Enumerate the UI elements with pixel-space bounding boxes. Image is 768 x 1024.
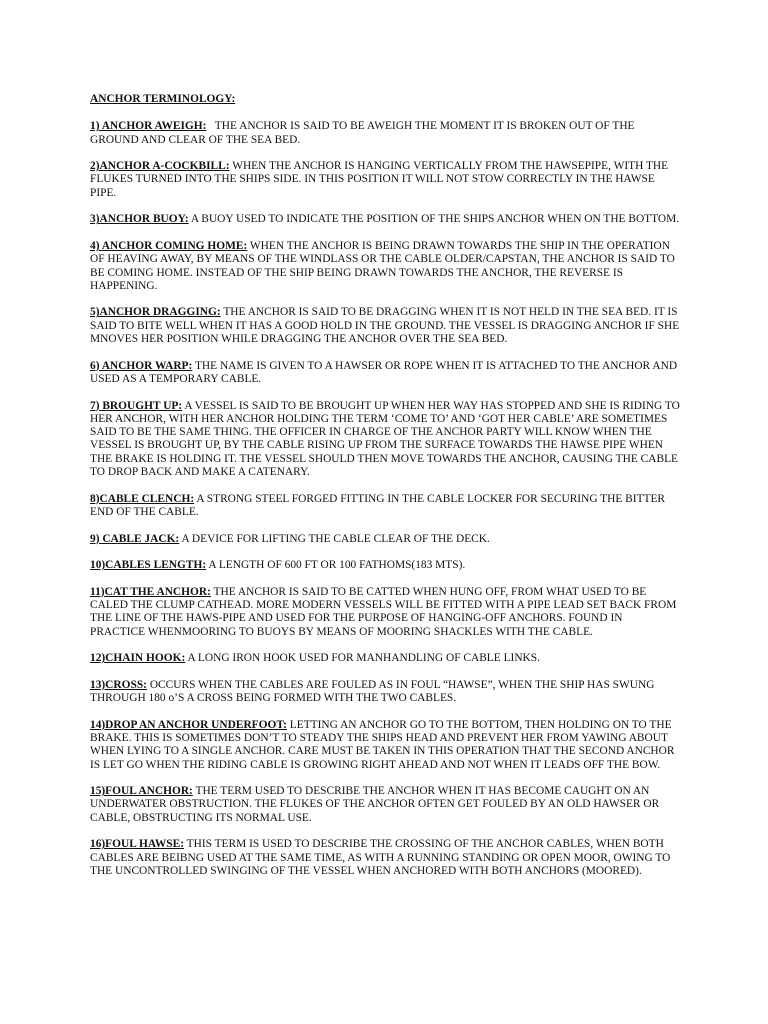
entry-cables-length bbox=[90, 559, 680, 572]
entry-term: 5)ANCHOR DRAGGING: bbox=[90, 306, 221, 319]
entry-cable-clench bbox=[90, 493, 680, 520]
entry-term: 8)CABLE CLENCH: bbox=[90, 492, 195, 505]
entry-definition: THE ANCHOR IS SAID TO BE AWEIGH THE MOMENT IT IS BROKEN OUT OF THE GROUND AND CLEAR OF THE SEA BED. bbox=[90, 120, 635, 146]
entry-foul-anchor bbox=[90, 785, 680, 825]
entry-term: 14)DROP AN ANCHOR UNDERFOOT: bbox=[90, 718, 287, 731]
document-title: ANCHOR TERMINOLOGY: bbox=[90, 93, 236, 105]
entry-definition: LETTING AN ANCHOR GO TO THE BOTTOM, THEN HOLDING ON TO THE BRAKE. THIS IS SOMETIMES DON’T TO STEADY THE SHIPS HEAD AND PREVENT HER FROM YAWING ABOUT WHEN LYING TO A SINGLE ANCHOR. CARE MUST BE TAKEN IN THIS OPERATION THAT THE SECOND ANCHOR IS LET GO WHEN THE RIDING CABLE IS GROWING RIGHT AHEAD AND NOT WHEN IT LEADS OFF THE BOW. bbox=[90, 718, 675, 771]
entry-definition: A BUOY USED TO INDICATE THE POSITION OF THE SHIPS ANCHOR WHEN ON THE BOTTOM. bbox=[190, 213, 680, 226]
entry-drop-an-anchor-underfoot bbox=[90, 719, 680, 772]
entry-cable-jack bbox=[90, 533, 680, 546]
entry-term: 7) BROUGHT UP: bbox=[90, 399, 183, 412]
entry-term: 12)CHAIN HOOK: bbox=[90, 652, 186, 665]
entry-anchor-aweigh bbox=[90, 120, 680, 147]
entry-term: 4) ANCHOR COMING HOME: bbox=[90, 239, 248, 252]
entry-term: 6) ANCHOR WARP: bbox=[90, 359, 193, 372]
entry-definition: THIS TERM IS USED TO DESCRIBE THE CROSSING OF THE ANCHOR CABLES, WHEN BOTH CABLES ARE BEIBNG USED AT THE SAME TIME, AS WITH A RUNNING STANDING OR OPEN MOOR, OWING TO THE UNCONTROLLED SWINGING OF THE VESSEL WHEN ANCHORED WITH BOTH ANCHORS (MOORED). bbox=[90, 838, 671, 877]
entry-definition: A STRONG STEEL FORGED FITTING IN THE CABLE LOCKER FOR SECURING THE BITTER END OF THE CABLE. bbox=[90, 492, 666, 518]
entry-cat-the-anchor bbox=[90, 586, 680, 639]
entry-definition: THE ANCHOR IS SAID TO BE DRAGGING WHEN IT IS NOT HELD IN THE SEA BED. IT IS SAID TO BITE WELL WHEN IT HAS A GOOD HOLD IN THE GROUND. THE VESSEL IS DRAGGING ANCHOR IF SHE MNOVES HER POSITION WHILE DRAGGING THE ANCHOR OVER THE SEA BED. bbox=[90, 306, 680, 346]
entry-term: 10)CABLES LENGTH: bbox=[90, 559, 207, 572]
document-page bbox=[90, 93, 680, 892]
entry-definition: THE TERM USED TO DESCRIBE THE ANCHOR WHEN IT HAS BECOME CAUGHT ON AN UNDERWATER OBSTRUCTION. THE FLUKES OF THE ANCHOR OFTEN GET FOULED BY AN OLD HAWSER OR CABLE, OBSTRUCTING ITS NORMAL USE. bbox=[90, 785, 660, 824]
entry-definition: A VESSEL IS SAID TO BE BROUGHT UP WHEN HER WAY HAS STOPPED AND SHE IS RIDING TO HER ANCHOR, WITH HER ANCHOR HOLDING THE TERM ‘COME TO’ AND ‘GOT HER CABLE’ ARE SOMETIMES SAID TO BE THE SAME THING. THE OFFICER IN CHARGE OF THE ANCHOR PARTY WILL KNOW WHEN THE VESSEL IS BROUGHT UP, BY THE CABLE RISING UP FROM THE SURFACE TOWARDS THE HAWSE PIPE WHEN THE BRAKE IS HOLDING IT. THE VESSEL SHOULD THEN MOVE TOWARDS THE ANCHOR, CAUSING THE CABLE TO DROP BACK AND MAKE A CATENARY. bbox=[90, 399, 680, 479]
entry-definition: WHEN THE ANCHOR IS HANGING VERTICALLY FROM THE HAWSEPIPE, WITH THE FLUKES TURNED INTO THE SHIPS SIDE. IN THIS POSITION IT WILL NOT STOW CORRECTLY IN THE HAWSE PIPE. bbox=[90, 160, 669, 199]
entry-definition: WHEN THE ANCHOR IS BEING DRAWN TOWARDS THE SHIP IN THE OPERATION OF HEAVING AWAY, BY MEANS OF THE WINDLASS OR THE CABLE OLDER/CAPSTAN, THE ANCHOR IS SAID TO BE COMING HOME. INSTEAD OF THE SHIP BEING DRAWN TOWARDS THE ANCHOR, THE REVERSE IS HAPPENING. bbox=[90, 239, 675, 292]
entry-chain-hook bbox=[90, 652, 680, 665]
entry-term: 3)ANCHOR BUOY: bbox=[90, 213, 189, 226]
entry-definition: THE ANCHOR IS SAID TO BE CATTED WHEN HUNG OFF, FROM WHAT USED TO BE CALED THE CLUMP CATHEAD. MORE MODERN VESSELS WILL BE FITTED WITH A PIPE LEAD SET BACK FROM THE LINE OF THE HAWS-PIPE AND USED FOR THE PURPOSE OF HANGING-OFF ANCHORS. FOUND IN PRACTICE WHENMOORING TO BUOYS BY MEANS OF MOORING SHACKLES WITH THE CABLE. bbox=[90, 585, 677, 638]
entry-definition: OCCURS WHEN THE CABLES ARE FOULED AS IN FOUL “HAWSE”, WHEN THE SHIP HAS SWUNG THROUGH 180 o’S A CROSS BEING FORMED WITH THE TWO CABLES. bbox=[90, 678, 655, 705]
entry-definition: A LENGTH OF 600 FT OR 100 FATHOMS(183 MTS). bbox=[208, 559, 466, 572]
entry-term: 13)CROSS: bbox=[90, 678, 147, 691]
entry-anchor-warp bbox=[90, 360, 680, 387]
entry-term: 1) ANCHOR AWEIGH: bbox=[90, 120, 207, 133]
entry-foul-hawse bbox=[90, 838, 680, 878]
entry-anchor-buoy bbox=[90, 213, 680, 226]
entry-anchor-a-cockbill bbox=[90, 160, 680, 200]
entry-anchor-dragging bbox=[90, 306, 680, 346]
entry-definition: A DEVICE FOR LIFTING THE CABLE CLEAR OF THE DECK. bbox=[181, 532, 490, 545]
entry-term: 9) CABLE JACK: bbox=[90, 532, 180, 545]
entry-brought-up bbox=[90, 400, 680, 480]
entry-term: 16)FOUL HAWSE: bbox=[90, 838, 184, 851]
entry-term: 2)ANCHOR A-COCKBILL: bbox=[90, 160, 230, 173]
entry-anchor-coming-home bbox=[90, 240, 680, 293]
entry-definition: A LONG IRON HOOK USED FOR MANHANDLING OF CABLE LINKS. bbox=[187, 652, 540, 665]
entry-term: 11)CAT THE ANCHOR: bbox=[90, 585, 211, 598]
entry-term: 15)FOUL ANCHOR: bbox=[90, 785, 193, 798]
entry-cross bbox=[90, 679, 680, 706]
entry-definition: THE NAME IS GIVEN TO A HAWSER OR ROPE WHEN IT IS ATTACHED TO THE ANCHOR AND USED AS A TEMPORARY CABLE. bbox=[90, 359, 678, 385]
